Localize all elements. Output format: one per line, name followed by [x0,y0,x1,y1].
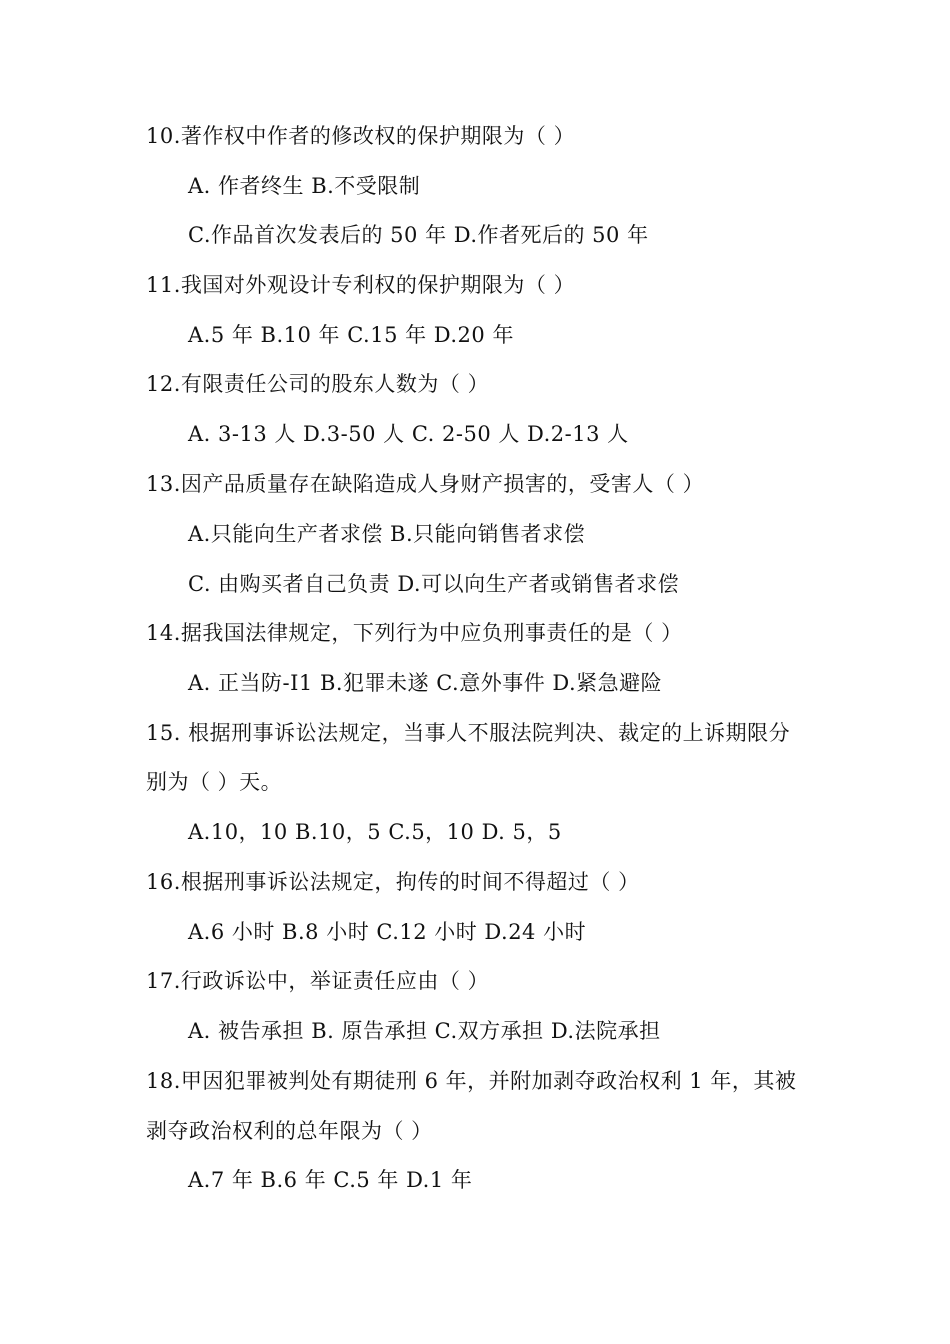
question-11: 11.我国对外观设计专利权的保护期限为（ ） [146,273,576,297]
question-17: 17.行政诉讼中，举证责任应由（ ） [146,969,490,993]
question-13-options-ab: A.只能向生产者求偿 B.只能向销售者求偿 [188,522,586,546]
question-10: 10.著作权中作者的修改权的保护期限为（ ） [146,124,576,148]
question-14-options: A. 正当防-I1 B.犯罪未遂 C.意外事件 D.紧急避险 [188,671,663,695]
question-15: 15. 根据刑事诉讼法规定，当事人不服法院判决、裁定的上诉期限分 [146,721,791,745]
question-11-options: A.5 年 B.10 年 C.15 年 D.20 年 [188,323,514,347]
question-13: 13.因产品质量存在缺陷造成人身财产损害的，受害人（ ） [146,472,705,496]
question-12: 12.有限责任公司的股东人数为（ ） [146,372,490,396]
question-17-options: A. 被告承担 B. 原告承担 C.双方承担 D.法院承担 [188,1019,661,1043]
question-10-options-ab: A. 作者终生 B.不受限制 [188,174,421,198]
question-12-options: A. 3-13 人 D.3-50 人 C. 2-50 人 D.2-13 人 [188,422,629,446]
question-14: 14.据我国法律规定，下列行为中应负刑事责任的是（ ） [146,621,683,645]
question-15-options: A.10，10 B.10，5 C.5，10 D. 5，5 [188,820,562,844]
question-10-options-cd: C.作品首次发表后的 50 年 D.作者死后的 50 年 [188,223,649,247]
question-16-options: A.6 小时 B.8 小时 C.12 小时 D.24 小时 [188,920,587,944]
question-15-continued: 别为（ ）天。 [146,770,283,794]
question-18-continued: 剥夺政治权利的总年限为（ ） [146,1119,433,1143]
question-18-options: A.7 年 B.6 年 C.5 年 D.1 年 [188,1168,473,1192]
question-16: 16.根据刑事诉讼法规定，拘传的时间不得超过（ ） [146,870,640,894]
question-18: 18.甲因犯罪被判处有期徒刑 6 年，并附加剥夺政治权利 1 年，其被 [146,1069,797,1093]
question-13-options-cd: C. 由购买者自己负责 D.可以向生产者或销售者求偿 [188,572,680,596]
